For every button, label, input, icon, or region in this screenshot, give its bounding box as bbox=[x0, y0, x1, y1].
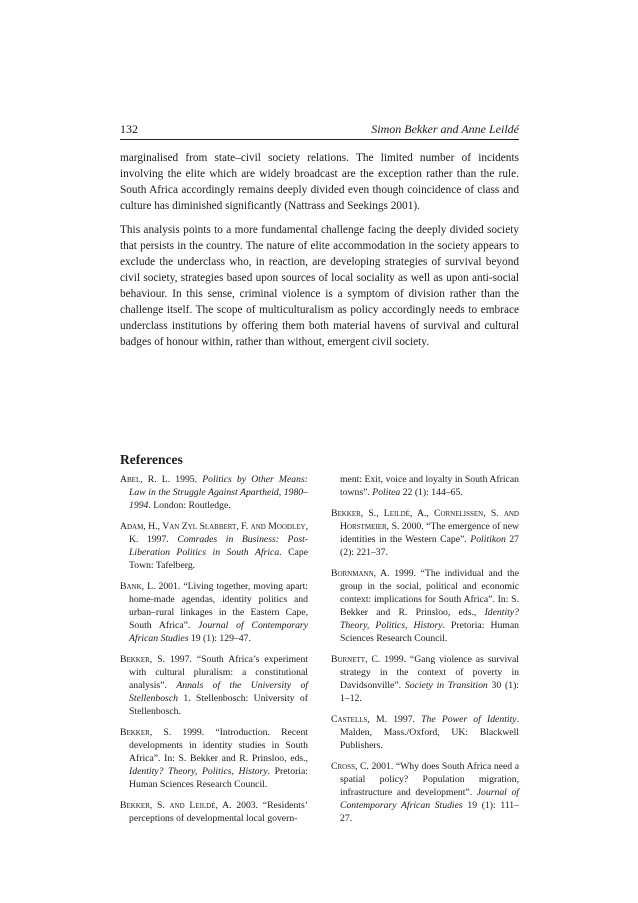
reference-entry bbox=[120, 799, 308, 825]
reference-text: 1997. “South Africa’s experiment with cultural pluralism: a constitutional analysis”. bbox=[129, 654, 308, 691]
reference-author: Bornmann, A. bbox=[331, 568, 390, 579]
reference-text: 2000. “The emergence of new identities in the Western Cape”. bbox=[340, 521, 519, 545]
body-paragraph: This analysis points to a more fundamental challenge facing the deeply divided society that persists in the country. The nature of elite accommodation in the society appears to exclude the underclass who, in reaction, are developing strategies of survival beyond civil society, strategies based upon sources of local sociality as well as upon anti-social behaviour. In this sense, criminal violence is a symptom of division rather than the challenge itself. The scope of multiculturalism as policy accordingly needs to embrace underclass institutions by offering them both material havens of survival and cultural badges of honour within, rather than without, emergent civil society. bbox=[120, 224, 519, 348]
reference-author: Bekker, S., Leildé, A., Cornelissen, S. and Horstmeier, S. bbox=[331, 508, 519, 532]
reference-entry bbox=[331, 713, 519, 752]
reference-author: Burnett, C. bbox=[331, 654, 381, 665]
reference-author: Cross, C. bbox=[331, 761, 369, 772]
references-column-left bbox=[120, 473, 308, 833]
reference-author: Bekker, S. bbox=[120, 727, 172, 738]
reference-title: Annals of the University of Stellenbosch bbox=[129, 680, 308, 704]
reference-text: 19 (1): 111–27. bbox=[340, 800, 519, 824]
reference-entry bbox=[331, 760, 519, 825]
reference-author: Bekker, S. and Leildé, A. bbox=[120, 800, 232, 811]
reference-text: ment: Exit, voice and loyalty in South African towns”. bbox=[340, 474, 519, 498]
reference-entry bbox=[331, 567, 519, 645]
header-rule bbox=[120, 139, 519, 140]
reference-text: 2003. “Residents’ perceptions of developmental local govern- bbox=[129, 800, 308, 824]
reference-title: Politea bbox=[372, 487, 401, 498]
reference-author: Adam, H., Van Zyl Slabbert, F. and Moodley, K. bbox=[120, 521, 309, 545]
reference-text: 2001. “Why does South Africa need a spatial policy? Population migration, infrastructure and development”. bbox=[340, 761, 519, 798]
reference-text: 1999. “Introduction. Recent developments in identity studies in South Africa”. In: S. Bekker and R. Prinsloo, eds., bbox=[129, 727, 308, 764]
reference-continuation bbox=[331, 473, 519, 499]
reference-text: . Pretoria: Human Sciences Research Council. bbox=[129, 766, 308, 790]
reference-author: Bank, L. bbox=[120, 581, 156, 592]
reference-text: 1. Stellenbosch: University of Stellenbosch. bbox=[129, 693, 308, 717]
reference-text: . Cape Town: Tafelberg. bbox=[129, 547, 309, 571]
page-header bbox=[120, 122, 519, 138]
running-title: Simon Bekker and Anne Leildé bbox=[371, 122, 519, 136]
reference-text: 1995. bbox=[170, 474, 203, 485]
reference-author: Bekker, S. bbox=[120, 654, 166, 665]
reference-title: Politics by Other Means: Law in the Struggle Against Apartheid, 1980–1994 bbox=[129, 474, 308, 511]
reference-title: Society in Transition bbox=[404, 680, 488, 691]
reference-text: 1997. bbox=[138, 534, 178, 545]
reference-author: Abel, R. L. bbox=[120, 474, 171, 485]
reference-entry bbox=[331, 507, 519, 559]
reference-title: The Power of Identity bbox=[421, 714, 517, 725]
reference-text: . London: Routledge. bbox=[148, 500, 231, 511]
reference-text: 30 (1): 1–12. bbox=[340, 680, 519, 704]
reference-title: Journal of Contemporary African Studies bbox=[129, 620, 308, 644]
reference-entry bbox=[120, 726, 308, 791]
reference-title: Journal of Contemporary African Studies bbox=[340, 787, 519, 811]
reference-author: Castells, M. bbox=[331, 714, 388, 725]
reference-text: 2001. “Living together, moving apart: home-made agendas, identity politics and urban–rural linkages in the Eastern Cape, South Africa”. bbox=[129, 581, 309, 631]
reference-entry bbox=[120, 520, 308, 572]
reference-entry bbox=[120, 580, 308, 645]
reference-entry bbox=[331, 653, 519, 705]
reference-entry bbox=[120, 653, 308, 718]
reference-text: 27 (2): 221–37. bbox=[340, 534, 519, 558]
reference-text: . Pretoria: Human Sciences Research Council. bbox=[340, 620, 519, 644]
reference-title: Identity? Theory, Politics, History bbox=[340, 607, 519, 631]
reference-title: Identity? Theory, Politics, History bbox=[129, 766, 268, 777]
body-paragraph: marginalised from state–civil society relations. The limited number of incidents involving the elite which are widely broadcast are the exception rather than the rule. South Africa accordingly remains deeply divided even though coincidence of class and culture has diminished significantly (Nattrass and Seekings 2001). bbox=[120, 152, 519, 212]
reference-title: Politikon bbox=[470, 534, 506, 545]
reference-text: 1997. bbox=[387, 714, 422, 725]
reference-entry bbox=[120, 473, 308, 512]
reference-title: Comrades in Business: Post-Liberation Politics in South Africa bbox=[129, 534, 309, 558]
reference-text: 19 (1): 129–47. bbox=[188, 633, 251, 644]
references-column-right bbox=[331, 473, 519, 833]
reference-text: . Malden, Mass./Oxford, UK: Blackwell Publishers. bbox=[340, 714, 520, 751]
reference-text: 22 (1): 144–65. bbox=[400, 487, 463, 498]
page-number: 132 bbox=[120, 122, 138, 136]
reference-text: 1999. “Gang violence as survival strategy in the context of poverty in Davidsonville”. bbox=[340, 654, 519, 691]
reference-text: 1999. “The individual and the group in the social, political and economic context: implications for South Africa”. In: S. Bekker and R. Prinsloo, eds., bbox=[340, 568, 520, 618]
references-heading: References bbox=[120, 452, 183, 467]
